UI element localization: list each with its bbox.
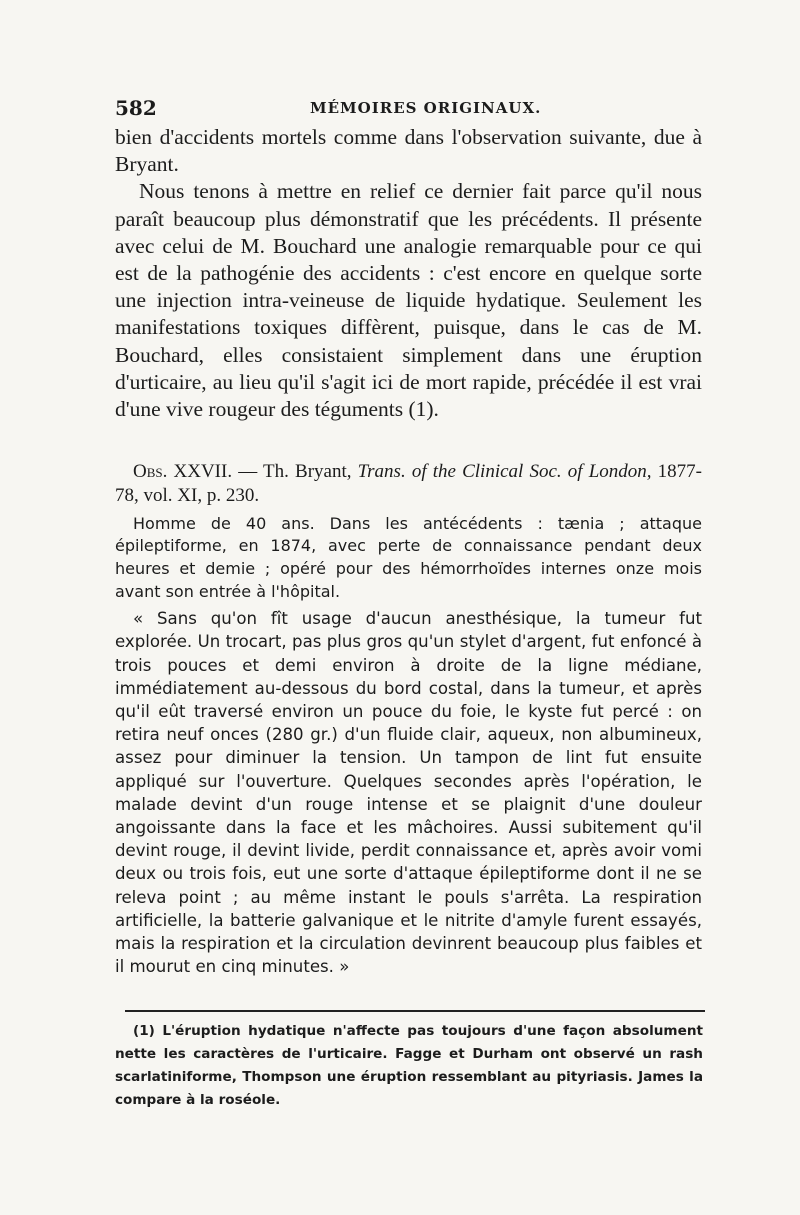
- observation-block: [115, 460, 702, 978]
- observation-title: [115, 460, 702, 509]
- footnote-rule: [125, 1010, 705, 1012]
- running-head: MÉMOIRES ORIGINAUX.: [310, 99, 542, 117]
- paragraph-discussion: Nous tenons à mettre en relief ce dernier fait parce qu'il nous paraît beaucoup plus démonstratif que les précédents. Il présente avec celui de M. Bouchard une analogie remarquable pour ce qui est de la pathogénie des accidents : c'est encore en quelque sorte une injection intra-veineuse de liquide hydatique. Seulement les manifestations toxiques diffèrent, puisque, dans le cas de M. Bouchard, elles consistaient simplement dans une éruption d'urticaire, au lieu qu'il s'agit ici de mort rapide, précédée il est vrai d'une vive rougeur des téguments (1).: [115, 179, 702, 422]
- page-number: 582: [115, 96, 157, 120]
- footnote-text: (1) L'éruption hydatique n'affecte pas toujours d'une façon absolument nette les caractères de l'urticaire. Fagge et Durham ont observé un rash scarlatiniforme, Thompson une éruption ressemblant au pityriasis. James la compare à la roséole.: [115, 1023, 703, 1108]
- observation-author: — Th. Bryant,: [232, 461, 358, 482]
- main-text: [115, 124, 702, 423]
- observation-label: Obs. XXVII.: [133, 461, 233, 482]
- paragraph-continuation: bien d'accidents mortels comme dans l'observation suivante, due à Bryant.: [115, 125, 702, 177]
- patient-history: Homme de 40 ans. Dans les antécédents : tænia ; attaque épileptiforme, en 1874, avec perte de connaissance pendant deux heures et demie ; opéré pour des hémorrhoïdes internes onze mois avant son entrée à l'hôpital.: [115, 513, 702, 601]
- observation-reference: 1877-78, vol. XI, p. 230.: [115, 461, 702, 507]
- page-header: [115, 96, 700, 126]
- observation-journal: Trans. of the Clinical Soc. of London,: [357, 461, 652, 482]
- footnote: [115, 1020, 703, 1112]
- case-quote: « Sans qu'on fît usage d'aucun anesthésique, la tumeur fut explorée. Un trocart, pas plus gros qu'un stylet d'argent, fut enfoncé à trois pouces et demi environ à droite de la ligne médiane, immédiatement au-dessous du bord costal, dans la tumeur, et après qu'il eût traversé environ un pouce du foie, le kyste fut percé : on retira neuf onces (280 gr.) d'un fluide clair, aqueux, non albumineux, assez pour diminuer la tension. Un tampon de lint fut ensuite appliqué sur l'ouverture. Quelques secondes après l'opération, le malade devint d'un rouge intense et se plaignit d'une douleur angoissante dans la face et les mâchoires. Aussi subitement qu'il devint rouge, il devint livide, perdit connaissance et, après avoir vomi deux ou trois fois, eut une sorte d'attaque épileptiforme dont il ne se releva point ; au même instant le pouls s'arrêta. La respiration artificielle, la batterie galvanique et le nitrite d'amyle furent essayés, mais la respiration et la circulation devinrent beaucoup plus faibles et il mourut en cinq minutes. »: [115, 609, 702, 977]
